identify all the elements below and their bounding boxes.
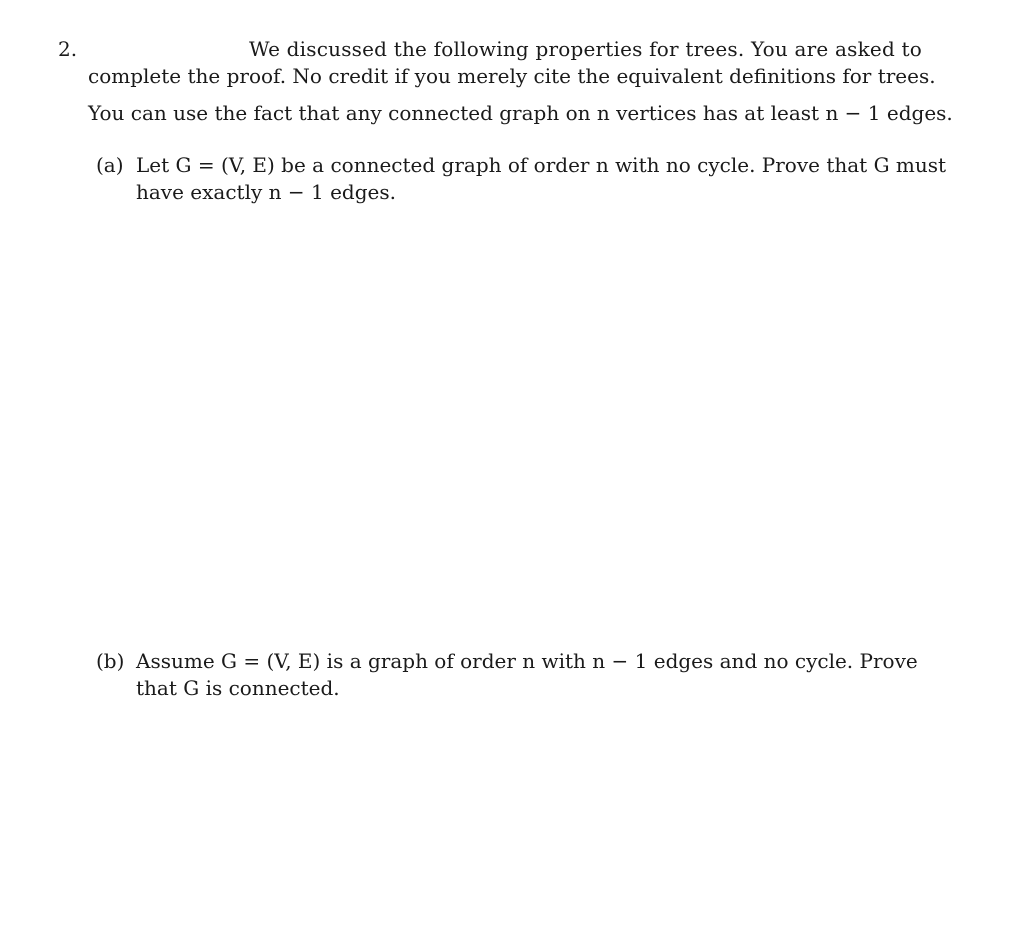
intro-line-2: complete the proof. No credit if you merely cite the equivalent definitions for trees. bbox=[88, 64, 936, 88]
problem-intro bbox=[88, 36, 936, 90]
part-b-line-2: that G is connected. bbox=[136, 676, 340, 700]
part-a-label: (a) bbox=[96, 153, 124, 177]
part-b bbox=[96, 648, 926, 702]
part-b-text bbox=[136, 648, 926, 702]
part-a bbox=[96, 152, 947, 206]
part-b-label: (b) bbox=[96, 649, 125, 673]
problem-hint: You can use the fact that any connected graph on n vertices has at least n − 1 edges. bbox=[88, 101, 953, 125]
problem-number: 2. bbox=[58, 37, 78, 61]
part-a-text bbox=[136, 152, 947, 206]
part-a-line-1: Let G = (V, E) be a connected graph of order n with no cycle. Prove that G must bbox=[136, 153, 947, 177]
part-b-line-1: Assume G = (V, E) is a graph of order n with n − 1 edges and no cycle. Prove bbox=[136, 649, 918, 673]
part-a-line-2: have exactly n − 1 edges. bbox=[136, 180, 396, 204]
intro-line-1: We discussed the following properties for trees. You are asked to bbox=[248, 37, 922, 61]
